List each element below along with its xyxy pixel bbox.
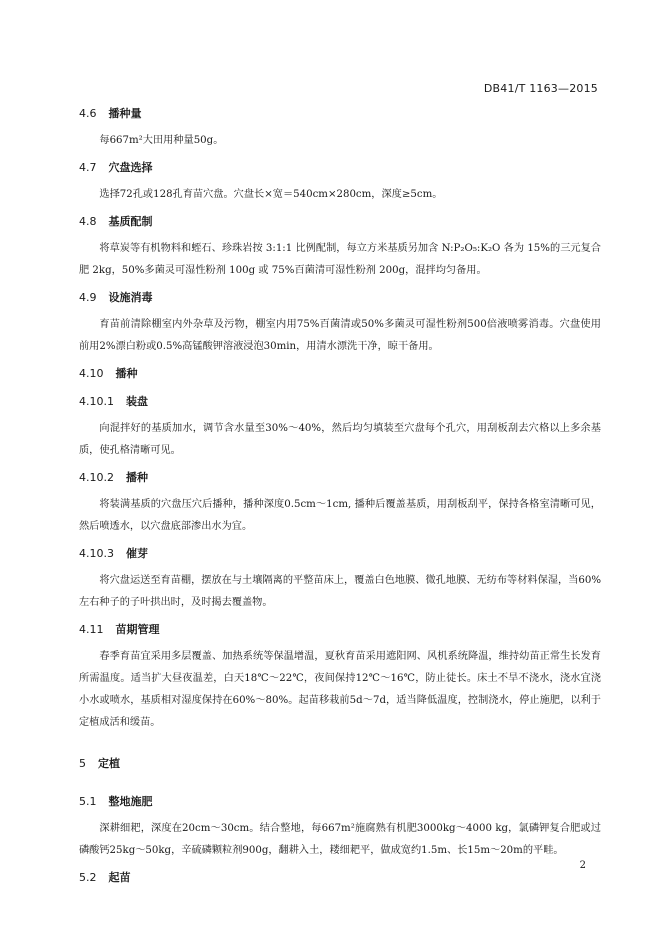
- section-paragraph: 向混拌好的基质加水，调节含水量至30%～40%，然后均匀填装至穴盘每个孔穴，用刮板刮去穴格以上多余基质，使孔格清晰可见。: [79, 423, 601, 456]
- section-heading: 4.7 穴盘选择: [79, 161, 153, 174]
- section-paragraph: 春季育苗宜采用多层覆盖、加热系统等保温增温，夏秋育苗采用遮阳网、风机系统降温，维持幼苗正常生长发育所需温度。适当扩大昼夜温差，白天18℃～22℃，夜间保持12℃～16℃，防止徒长。床土不旱不浇水，浇水宜浇小水或喷水，基质相对湿度保持在60%～80%。起苗移栽前5d～7d，适当降低温度，控制浇水，停止施肥，以利于定植成活和缓苗。: [79, 651, 601, 728]
- section-heading: 4.8 基质配制: [79, 215, 153, 228]
- document-code: DB41/T 1163—2015: [483, 82, 598, 95]
- section-paragraph: 将装满基质的穴盘压穴后播种，播种深度0.5cm～1cm, 播种后覆盖基质，用刮板刮平，保持各格室清晰可见，然后喷透水，以穴盘底部渗出水为宜。: [79, 499, 601, 532]
- section-paragraph: 每667m²大田用种量50g。: [99, 135, 224, 146]
- section-paragraph: 将穴盘运送至育苗棚，摆放在与土壤隔离的平整苗床上，覆盖白色地膜、微孔地膜、无纺布等材料保湿，当60%左右种子的子叶拱出时，及时揭去覆盖物。: [79, 575, 601, 608]
- section-heading: 4.11 苗期管理: [79, 623, 160, 636]
- section-heading: 4.10.1 装盘: [79, 395, 148, 408]
- section-heading: 4.10.2 播种: [79, 471, 148, 484]
- section-heading: 5.2 起苗: [79, 871, 131, 884]
- section-paragraph: 选择72孔或128孔育苗穴盘。穴盘长×宽＝540cm×280cm，深度≥5cm。: [99, 189, 443, 200]
- section-heading: 5.1 整地施肥: [79, 795, 153, 808]
- section-heading: 4.10 播种: [79, 367, 138, 380]
- section-heading: 4.6 播种量: [79, 107, 142, 120]
- chapter-heading: 5 定植: [79, 757, 120, 770]
- section-heading: 4.9 设施消毒: [79, 291, 153, 304]
- section-paragraph: 深耕细耙，深度在20cm～30cm。结合整地，每667m²施腐熟有机肥3000kg～4000 kg，氯磷钾复合肥或过磷酸钙25kg～50kg，辛硫磷颗粒剂900g，翻耕入土，耧细耙平，做成宽约1.5m、长15m～20m的平畦。: [79, 823, 601, 856]
- section-paragraph: 将草炭等有机物料和蛭石、珍珠岩按 3:1:1 比例配制，每立方米基质另加含 N:P₂O₅:K₂O 各为 15%的三元复合肥 2kg，50%多菌灵可湿性粉剂 100g 或 75%百菌清可湿性粉剂 200g，混拌均匀备用。: [79, 243, 601, 276]
- page-number: 2: [579, 860, 586, 871]
- section-heading: 4.10.3 催芽: [79, 547, 148, 560]
- section-paragraph: 育苗前清除棚室内外杂草及污物，棚室内用75%百菌清或50%多菌灵可湿性粉剂500倍液喷雾消毒。穴盘使用前用2%漂白粉或0.5%高锰酸钾溶液浸泡30min，用清水漂洗干净，晾干备用。: [79, 319, 601, 352]
- document-body: [79, 106, 601, 886]
